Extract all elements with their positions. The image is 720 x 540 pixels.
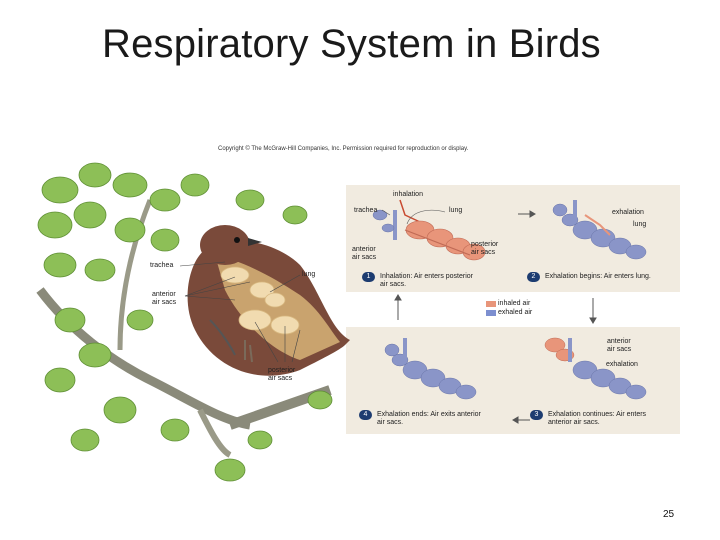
label-trachea: trachea bbox=[150, 262, 174, 269]
step-1-badge: 1 bbox=[362, 272, 375, 282]
panel-1-trachea-label: trachea bbox=[354, 207, 378, 214]
legend-exhaled-label: exhaled air bbox=[498, 309, 533, 316]
label-anterior-air-sacs: anterior air sacs bbox=[152, 291, 177, 306]
panel-2-lung-label: lung bbox=[633, 221, 647, 228]
panel-1-caption: Inhalation: Air enters posterior air sacs. bbox=[380, 273, 473, 288]
panel-3-exhalation-label: exhalation bbox=[606, 361, 638, 368]
step-2-badge: 2 bbox=[527, 272, 540, 282]
label-lung: lung bbox=[302, 271, 316, 278]
step-4-badge: 4 bbox=[359, 410, 372, 420]
panel-1-lung-label: lung bbox=[449, 207, 463, 214]
panel-1-anterior-air-sacs-label: anterior air sacs bbox=[352, 246, 377, 261]
legend-exhaled-swatch bbox=[486, 310, 496, 316]
legend-inhaled-swatch bbox=[486, 301, 496, 307]
page-number: 25 bbox=[663, 509, 675, 520]
step-3-badge: 3 bbox=[530, 410, 543, 420]
legend-inhaled-label: inhaled air bbox=[498, 300, 531, 307]
panel-1-posterior-air-sacs-label: posterior air sacs bbox=[471, 241, 499, 256]
copyright-notice: Copyright © The McGraw-Hill Companies, Inc. Permission required for reproduction or display. bbox=[218, 146, 469, 152]
panel-4-caption: Exhalation ends: Air exits anterior air sacs. bbox=[377, 411, 481, 426]
label-posterior-air-sacs: posterior air sacs bbox=[268, 367, 296, 382]
panel-1-inhalation-label: inhalation bbox=[393, 191, 423, 198]
slide-title: Respiratory System in Birds bbox=[102, 22, 601, 66]
panel-3-anterior-air-sacs-label: anterior air sacs bbox=[607, 338, 632, 353]
panel-2-exhalation-label: exhalation bbox=[612, 209, 644, 216]
panel-2-caption: Exhalation begins: Air enters lung. bbox=[545, 273, 651, 280]
panel-3-caption: Exhalation continues: Air enters anterior air sacs. bbox=[548, 411, 647, 426]
